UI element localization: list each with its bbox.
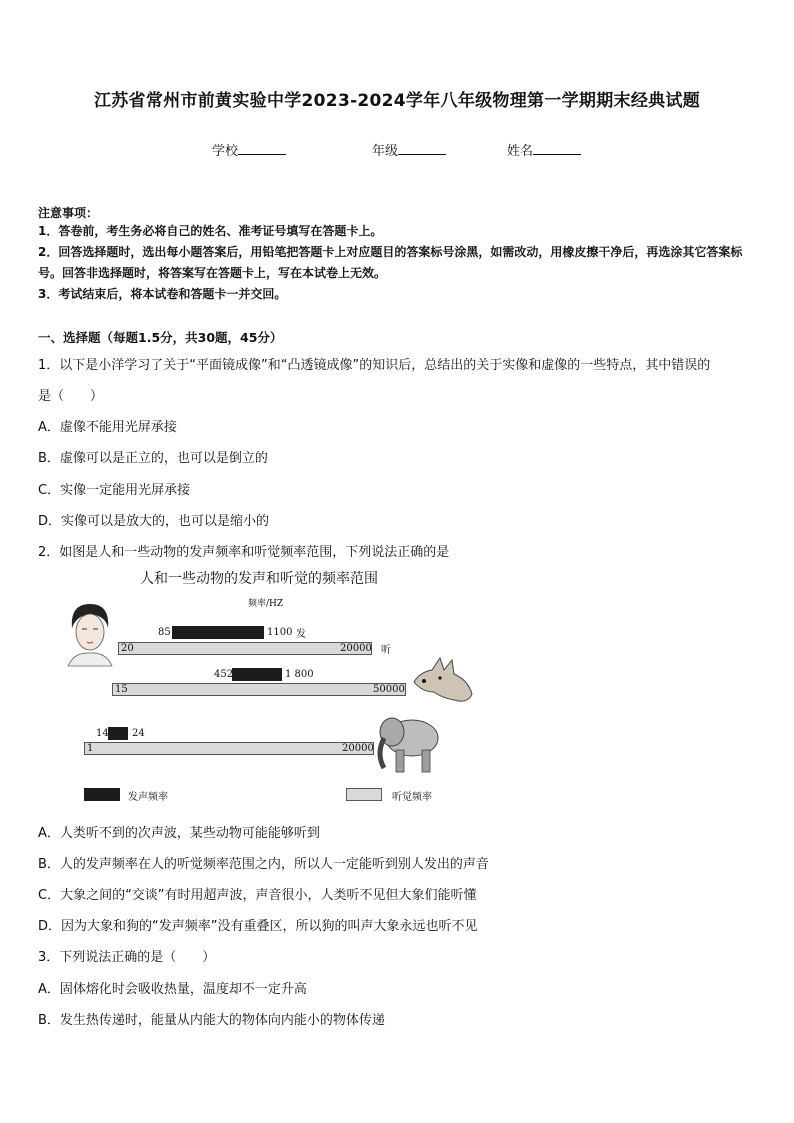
name-label: 姓名 <box>507 144 534 159</box>
grade-field <box>372 140 446 159</box>
question-stem: 是（ ） <box>38 389 104 404</box>
option-item: B．发生热传递时，能量从内能大的物体向内能小的物体传递 <box>38 1013 385 1028</box>
human-emit-high-label: 1100 <box>267 627 293 638</box>
dog-hear-low-label: 15 <box>115 684 128 695</box>
legend-emit-label: 发声频率 <box>128 792 168 803</box>
note-item: 2．回答选择题时，选出每小题答案后，用铅笔把答题卡上对应题目的答案标号涂黑，如需改动，用橡皮擦干净后，再选涂其它答案标号。回答非选择题时，将答案写在答题卡上，写在本试卷上无效。 <box>38 245 743 280</box>
human-hear-tag: 听 <box>381 645 391 656</box>
option-item: A．人类听不到的次声波，某些动物可能能够听到 <box>38 826 320 841</box>
school-blank[interactable] <box>238 142 286 155</box>
question-stem: 3．下列说法正确的是（ ） <box>38 950 216 965</box>
page-title: 江苏省常州市前黄实验中学2023-2024学年八年级物理第一学期期末经典试题 <box>93 91 701 111</box>
legend-emit-swatch <box>84 788 120 801</box>
notes-heading: 注意事项： <box>38 206 99 220</box>
name-blank[interactable] <box>533 142 581 155</box>
human-emit-low-label: 85 <box>158 627 171 638</box>
option-item: D．因为大象和狗的“发声频率”没有重叠区，所以狗的叫声大象永远也听不见 <box>38 919 478 934</box>
school-label: 学校 <box>212 144 239 159</box>
figure-unit: 频率/HZ <box>248 599 284 609</box>
human-hear-low-label: 20 <box>121 643 134 654</box>
name-field <box>507 140 581 159</box>
dog-emit-bar <box>232 668 282 681</box>
dog-icon <box>410 654 480 709</box>
elephant-icon <box>374 708 444 778</box>
dog-emit-high-label: 1 800 <box>285 669 314 680</box>
elephant-hear-bar <box>84 742 374 755</box>
grade-blank[interactable] <box>398 142 446 155</box>
dog-emit-low-label: 452 <box>214 669 234 680</box>
dog-hear-high-label: 50000 <box>373 684 405 695</box>
elephant-hear-high-label: 20000 <box>342 743 374 754</box>
option-item: A．固体熔化时会吸收热量，温度却不一定升高 <box>38 982 307 997</box>
option-item: C．实像一定能用光屏承接 <box>38 483 191 498</box>
frequency-figure <box>58 568 478 808</box>
elephant-emit-high-label: 24 <box>132 728 145 739</box>
dog-hear-bar <box>112 683 406 696</box>
legend-hear-label: 听觉频率 <box>392 792 432 803</box>
option-item: B．人的发声频率在人的听觉频率范围之内，所以人一定能听到别人发出的声音 <box>38 857 489 872</box>
human-hear-bar <box>118 642 372 655</box>
legend-hear-swatch <box>346 788 382 801</box>
question-stem: 2．如图是人和一些动物的发声频率和听觉频率范围，下列说法正确的是 <box>38 545 450 560</box>
note-item: 1．答卷前，考生务必将自己的姓名、准考证号填写在答题卡上。 <box>38 224 383 238</box>
human-hear-high-label: 20000 <box>340 643 372 654</box>
school-field <box>212 140 286 159</box>
question-stem: 1．以下是小洋学习了关于“平面镜成像”和“凸透镜成像”的知识后，总结出的关于实像和虚像的一些特点，其中错误的 <box>38 358 711 373</box>
note-item: 3．考试结束后，将本试卷和答题卡一并交回。 <box>38 287 287 301</box>
option-item: B．虚像可以是正立的，也可以是倒立的 <box>38 451 268 466</box>
human-emit-bar <box>172 626 264 639</box>
human-emit-tag: 发 <box>296 629 306 640</box>
option-item: A．虚像不能用光屏承接 <box>38 420 177 435</box>
elephant-emit-bar <box>108 727 128 740</box>
grade-label: 年级 <box>372 144 399 159</box>
section-heading: 一、选择题（每题1.5分，共30题，45分） <box>38 330 283 345</box>
human-portrait-icon <box>60 598 118 668</box>
option-item: C．大象之间的“交谈”有时用超声波，声音很小，人类听不见但大象们能听懂 <box>38 888 477 903</box>
figure-title: 人和一些动物的发声和听觉的频率范围 <box>140 571 378 587</box>
elephant-hear-low-label: 1 <box>87 743 94 754</box>
elephant-emit-low-label: 14 <box>96 728 109 739</box>
option-item: D．实像可以是放大的，也可以是缩小的 <box>38 514 270 529</box>
